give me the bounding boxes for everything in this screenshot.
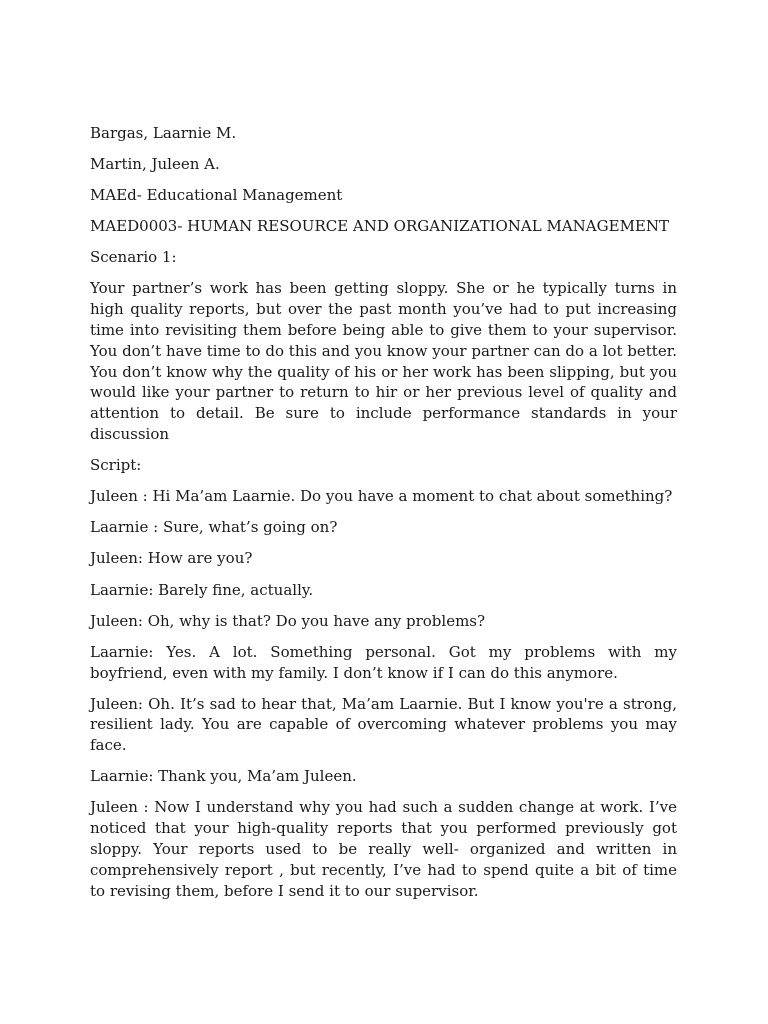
script-line: Laarnie : Sure, what’s going on? (90, 518, 338, 537)
course-title: MAED0003- HUMAN RESOURCE AND ORGANIZATIONAL MANAGEMENT (90, 217, 670, 236)
script-line: Juleen: Oh, why is that? Do you have any problems? (90, 611, 486, 630)
script-line: Laarnie: Barely fine, actually. (90, 580, 314, 599)
script-line: Juleen: How are you? (90, 549, 253, 568)
author-name-1: Bargas, Laarnie M. (90, 124, 237, 142)
script-line: Juleen : Hi Ma’am Laarnie. Do you have a moment to chat about something? (90, 487, 673, 506)
script-line: Laarnie: Yes. A lot. Something personal. Got my problems with my boyfriend, even with my family. I don’t know if I can do this anymore. (90, 642, 677, 682)
script-label: Script: (90, 456, 142, 475)
script-line: Juleen: Oh. It’s sad to hear that, Ma’am Laarnie. But I know you're a strong, resilient lady. You are capable of overcoming whatever problems you may face. (90, 694, 677, 755)
scenario-title: Scenario 1: (90, 248, 177, 267)
script-line: Juleen : Now I understand why you had such a sudden change at work. I’ve noticed that your high-quality reports that you performed previously got sloppy. Your reports used to be really well- organized and written in comprehensively report , but recently, I’ve had to spend quite a bit of time to revising them, before I send it to our supervisor. (90, 798, 677, 900)
author-name-2: Martin, Juleen A. (90, 155, 220, 174)
program-name: MAEd- Educational Management (90, 186, 343, 205)
scenario-description: Your partner’s work has been getting sloppy. She or he typically turns in high quality reports, but over the past month you’ve had to put increasing time into revisiting them before being able to give them to your supervisor. You don’t have time to do this and you know your partner can do a lot better. You don’t know why the quality of his or her work has been slipping, but you would like your partner to return to hir or her previous level of quality and attention to detail. Be sure to include performance standards in your discussion (90, 279, 677, 444)
document-page (90, 123, 677, 912)
script-line: Laarnie: Thank you, Ma’am Juleen. (90, 767, 357, 786)
